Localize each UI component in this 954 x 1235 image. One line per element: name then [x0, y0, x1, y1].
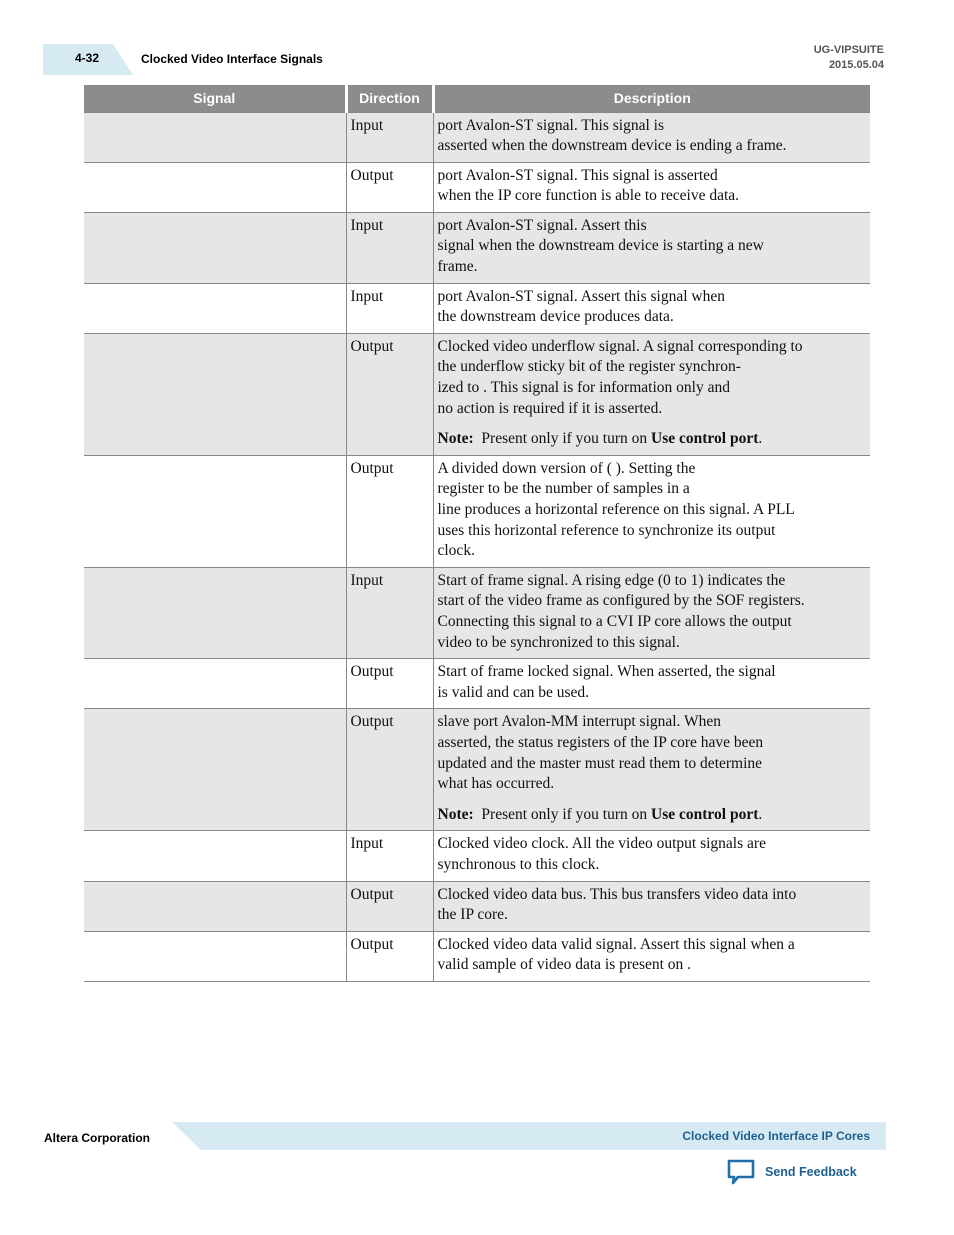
- signal-cell: [84, 283, 346, 333]
- table-row: [84, 283, 870, 333]
- description-text: [438, 459, 857, 562]
- signal-cell: [84, 831, 346, 881]
- chapter-link[interactable]: Clocked Video Interface IP Cores: [682, 1129, 870, 1143]
- description-cell: [433, 455, 870, 567]
- doc-date: 2015.05.04: [828, 59, 884, 71]
- direction-cell: Output: [346, 881, 433, 931]
- description-line: Clocked video data valid signal. Assert this signal when a: [437, 935, 795, 953]
- signal-cell: [84, 112, 346, 162]
- description-cell: [433, 283, 870, 333]
- description-line: signal when the downstream device is starting a new: [437, 237, 764, 255]
- description-line: Clocked video underflow signal. A signal corresponding to: [437, 337, 803, 355]
- note-option: Use control port: [651, 430, 759, 448]
- column-header-direction: Direction: [346, 85, 433, 112]
- description-text: [438, 116, 857, 157]
- signal-cell: [84, 333, 346, 455]
- description-text: [438, 337, 857, 419]
- description-line: ized to . This signal is for information only and: [437, 379, 730, 397]
- table-row: [84, 455, 870, 567]
- page-number: 4-32: [75, 51, 100, 65]
- table-row: [84, 831, 870, 881]
- table-row: [84, 709, 870, 831]
- description-line: Start of frame locked signal. When asserted, the signal: [437, 663, 776, 681]
- direction-cell: Output: [346, 709, 433, 831]
- table-row: [84, 112, 870, 162]
- description-text: [438, 834, 857, 875]
- description-text: [438, 712, 857, 794]
- description-line: synchronous to this clock.: [437, 855, 600, 873]
- doc-id: UG-VIPSUITE: [813, 44, 884, 56]
- note-label: Note:: [437, 805, 474, 823]
- company-name: Altera Corporation: [44, 1131, 151, 1145]
- description-cell: [433, 333, 870, 455]
- description-text: [438, 571, 857, 653]
- section-title: Clocked Video Interface Signals: [141, 52, 323, 66]
- description-line: the IP core.: [437, 906, 508, 924]
- signal-cell: [84, 709, 346, 831]
- signal-cell: [84, 931, 346, 981]
- description-text: [438, 287, 857, 328]
- description-line: when the IP core function is able to receive data.: [437, 187, 740, 205]
- description-text: [438, 216, 857, 278]
- direction-cell: Input: [346, 567, 433, 658]
- description-line: Start of frame signal. A rising edge (0 to 1) indicates the: [437, 571, 786, 589]
- description-line: uses this horizontal reference to synchronize its output: [437, 521, 776, 539]
- description-line: frame.: [437, 258, 478, 276]
- signal-cell: [84, 567, 346, 658]
- send-feedback-label: Send Feedback: [765, 1165, 857, 1179]
- description-line: is valid and can be used.: [437, 683, 590, 701]
- description-line: Clocked video data bus. This bus transfers video data into: [437, 885, 797, 903]
- table-row: [84, 333, 870, 455]
- description-text: [438, 662, 857, 703]
- signal-cell: [84, 659, 346, 709]
- description-line: line produces a horizontal reference on this signal. A PLL: [437, 501, 795, 518]
- direction-cell: Input: [346, 212, 433, 283]
- direction-cell: Input: [346, 112, 433, 162]
- description-cell: [433, 709, 870, 831]
- description-text: [438, 166, 857, 207]
- description-line: port Avalon-ST signal. This signal is asserted: [437, 166, 718, 184]
- note: [438, 429, 857, 450]
- note-text: Present only if you turn on: [481, 805, 648, 823]
- signal-cell: [84, 162, 346, 212]
- description-cell: [433, 881, 870, 931]
- description-line: what has occurred.: [437, 775, 555, 793]
- signal-cell: [84, 881, 346, 931]
- document-info: [814, 43, 884, 73]
- description-line: valid sample of video data is present on .: [437, 956, 692, 974]
- description-line: A divided down version of ( ). Setting the: [437, 459, 696, 477]
- column-header-signal: Signal: [84, 85, 346, 112]
- description-cell: [433, 567, 870, 658]
- description-line: clock.: [437, 542, 475, 560]
- description-cell: [433, 212, 870, 283]
- direction-cell: Output: [346, 162, 433, 212]
- description-cell: [433, 112, 870, 162]
- description-line: updated and the master must read them to determine: [437, 754, 763, 772]
- send-feedback-button[interactable]: [726, 1158, 857, 1186]
- description-line: register to be the number of samples in a: [437, 480, 690, 498]
- note-text: Present only if you turn on: [481, 430, 648, 448]
- direction-cell: Input: [346, 283, 433, 333]
- description-text: [438, 885, 857, 926]
- note-option: Use control port: [651, 805, 759, 823]
- table-row: [84, 659, 870, 709]
- description-cell: [433, 659, 870, 709]
- signal-cell: [84, 212, 346, 283]
- description-text: [438, 935, 857, 976]
- description-line: asserted, the status registers of the IP core have been: [437, 733, 764, 751]
- direction-cell: Output: [346, 931, 433, 981]
- description-line: start of the video frame as configured by the SOF registers.: [437, 592, 805, 610]
- description-line: the downstream device produces data.: [437, 308, 674, 326]
- speech-bubble-icon: [726, 1158, 756, 1186]
- table-row: [84, 567, 870, 658]
- signal-cell: [84, 455, 346, 567]
- signals-table: [84, 85, 870, 982]
- direction-cell: Output: [346, 333, 433, 455]
- description-line: port Avalon-ST signal. Assert this: [437, 216, 647, 234]
- description-cell: [433, 931, 870, 981]
- direction-cell: Output: [346, 659, 433, 709]
- description-line: port Avalon-ST signal. Assert this signal when: [437, 287, 725, 305]
- description-line: Clocked video clock. All the video output signals are: [437, 835, 766, 853]
- note-end: .: [758, 430, 763, 448]
- note: [438, 805, 857, 826]
- description-cell: [433, 162, 870, 212]
- description-line: video to be synchronized to this signal.: [437, 633, 680, 651]
- description-line: Connecting this signal to a CVI IP core allows the output: [437, 612, 792, 630]
- column-header-description: Description: [433, 85, 870, 112]
- table-row: [84, 162, 870, 212]
- description-line: port Avalon-ST signal. This signal is: [437, 116, 664, 134]
- description-line: no action is required if it is asserted.: [437, 399, 663, 417]
- table-row: [84, 212, 870, 283]
- note-end: .: [758, 805, 763, 823]
- table-row: [84, 881, 870, 931]
- note-label: Note:: [437, 430, 474, 448]
- description-line: slave port Avalon-MM interrupt signal. When: [437, 713, 722, 731]
- description-line: the underflow sticky bit of the register synchron-: [437, 358, 741, 376]
- direction-cell: Input: [346, 831, 433, 881]
- direction-cell: Output: [346, 455, 433, 567]
- table-row: [84, 931, 870, 981]
- table-header-row: [84, 85, 870, 112]
- description-cell: [433, 831, 870, 881]
- description-line: asserted when the downstream device is ending a frame.: [437, 137, 787, 155]
